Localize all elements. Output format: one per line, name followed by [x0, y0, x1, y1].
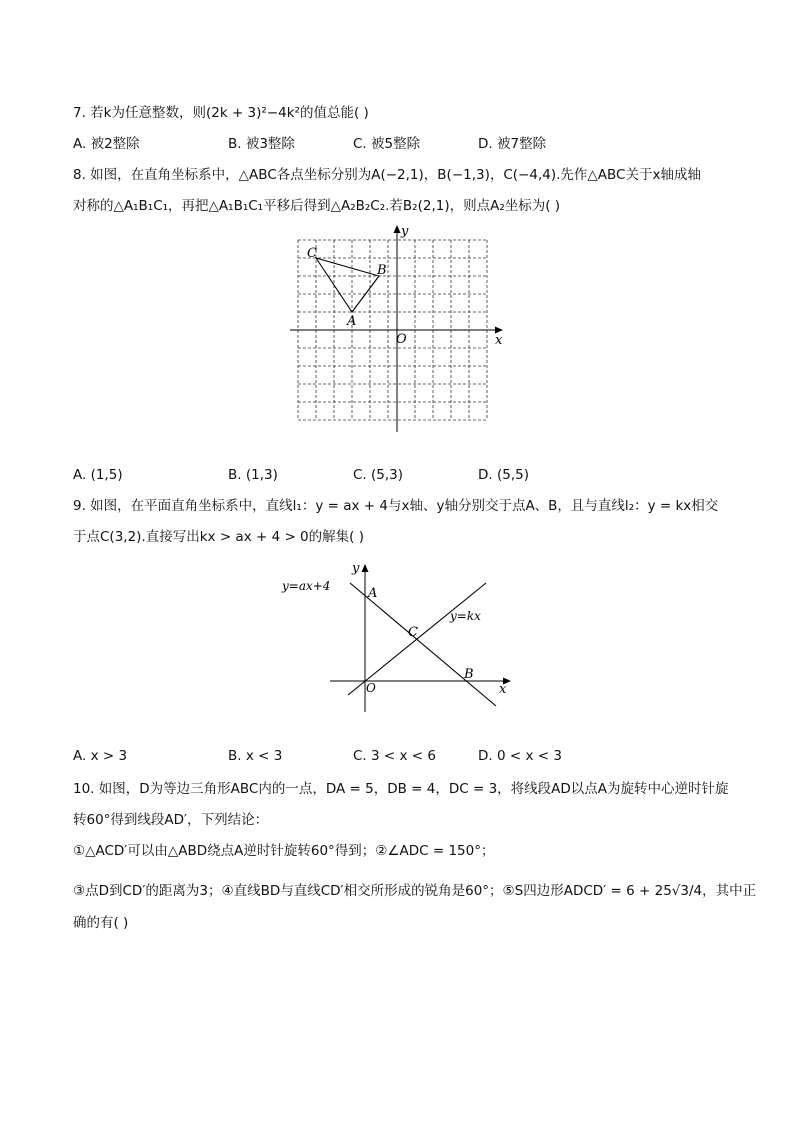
q10-line5: 确的有( ): [73, 915, 129, 931]
q8-option-a: A. (1,5): [73, 467, 123, 483]
q8-label-y: y: [401, 224, 409, 239]
q8-label-b: B: [377, 263, 387, 278]
q7-option-d: D. 被7整除: [478, 136, 547, 152]
q8-y-arrow: [394, 225, 401, 233]
q9-option-a: A. x > 3: [73, 748, 128, 764]
q7-option-a: A. 被2整除: [73, 136, 140, 152]
q10-line1: 10. 如图，D为等边三角形ABC内的一点，DA = 5，DB = 4，DC = 3，将线段AD以点A为旋转中心逆时针旋: [73, 781, 729, 797]
q8-option-c: C. (5,3): [353, 467, 404, 483]
q9-label-c: C: [408, 625, 418, 640]
q9-label-x: x: [499, 682, 507, 697]
q7-option-c: C. 被5整除: [353, 136, 421, 152]
q7-stem: 7. 若k为任意整数，则(2k + 3)²−4k²的值总能( ): [73, 105, 369, 121]
q9-y-arrow: [362, 564, 369, 572]
q8-grid-figure: [285, 222, 515, 436]
q9-option-d: D. 0 < x < 3: [478, 748, 562, 764]
q8-label-o: O: [396, 332, 407, 347]
q9-line-figure: [280, 560, 520, 716]
q8-line2: 对称的△A₁B₁C₁，再把△A₁B₁C₁平移后得到△A₂B₂C₂.若B₂(2,1)，则点A₂坐标为( ): [73, 198, 561, 214]
q7-option-b: B. 被3整除: [228, 136, 295, 152]
q8-option-d: D. (5,5): [478, 467, 529, 483]
q10-line3: ①△ACD′可以由△ABD绕点A逆时针旋转60°得到；②∠ADC = 150°；: [73, 843, 495, 859]
q9-line2: 于点C(3,2).直接写出kx > ax + 4 > 0的解集( ): [73, 529, 364, 545]
q8-label-x: x: [495, 333, 503, 348]
q10-line4: ③点D到CD′的距离为3；④直线BD与直线CD′相交所形成的锐角是60°；⑤S四边形ADCD′ = 6 + 25√3/4，其中正: [73, 883, 757, 899]
q9-option-b: B. x < 3: [228, 748, 283, 764]
q8-label-c: C: [307, 246, 317, 261]
q8-triangle-abc: [316, 258, 379, 312]
q9-label-line1: y=ax+4: [282, 579, 331, 593]
q8-line1: 8. 如图，在直角坐标系中，△ABC各点坐标分别为A(−2,1)，B(−1,3)，C(−4,4).先作△ABC关于x轴成轴: [73, 167, 701, 183]
q9-line1: 9. 如图，在平面直角坐标系中，直线l₁：y = ax + 4与x轴、y轴分别交于点A、B，且与直线l₂：y = kx相交: [73, 498, 719, 514]
q9-label-o: O: [366, 681, 376, 695]
q10-line2: 转60°得到线段AD′，下列结论：: [73, 812, 269, 828]
q8-label-a: A: [347, 314, 357, 329]
q9-label-y: y: [352, 561, 360, 576]
q8-option-b: B. (1,3): [228, 467, 278, 483]
q9-label-line2: y=kx: [450, 609, 481, 623]
q9-label-a: A: [368, 586, 378, 601]
q9-label-b: B: [464, 667, 474, 682]
q9-option-c: C. 3 < x < 6: [353, 748, 436, 764]
